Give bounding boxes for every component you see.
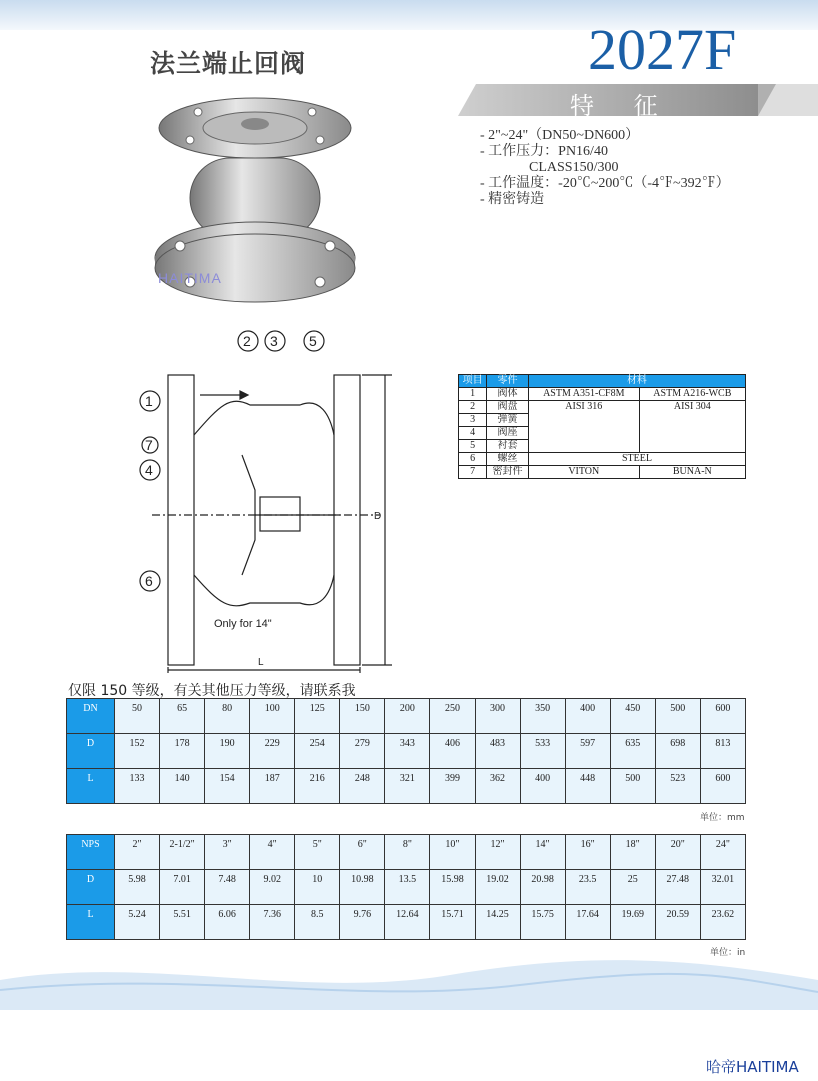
dimension-cell: 448: [565, 769, 610, 804]
dimension-cell: 190: [205, 734, 250, 769]
dimension-cell: 12.64: [385, 905, 430, 940]
dimension-cell: 19.02: [475, 870, 520, 905]
dimension-cell: 216: [295, 769, 340, 804]
row-label: NPS: [67, 835, 115, 870]
dimension-cell: 5.51: [160, 905, 205, 940]
dimension-cell: 343: [385, 734, 430, 769]
drawing-note: Only for 14": [214, 618, 272, 630]
dimension-cell: 15.71: [430, 905, 475, 940]
part-name: 密封件: [487, 466, 529, 479]
dimension-row: [67, 870, 746, 905]
dimension-cell: 125: [295, 699, 340, 734]
balloon-label: 2: [243, 333, 251, 349]
dimension-cell: 9.76: [340, 905, 385, 940]
dimension-cell: 698: [655, 734, 700, 769]
row-label: L: [67, 905, 115, 940]
row-label: D: [67, 734, 115, 769]
dimension-cell: 8": [385, 835, 430, 870]
product-title: 法兰端止回阀: [150, 49, 307, 78]
dimension-cell: 27.48: [655, 870, 700, 905]
dimension-cell: 600: [700, 769, 745, 804]
dimension-cell: 350: [520, 699, 565, 734]
dimension-cell: 17.64: [565, 905, 610, 940]
dimension-row: [67, 905, 746, 940]
dimension-cell: 15.98: [430, 870, 475, 905]
dimension-cell: 3": [205, 835, 250, 870]
dimension-cell: 154: [205, 769, 250, 804]
dimension-cell: 597: [565, 734, 610, 769]
dimension-row: [67, 699, 746, 734]
dimension-cell: 20.59: [655, 905, 700, 940]
dimension-cell: 300: [475, 699, 520, 734]
dimension-cell: 450: [610, 699, 655, 734]
balloon-label: 1: [145, 393, 153, 409]
model-number: 2027F: [588, 17, 737, 82]
pressure-class-note: 仅限 150 等级，有关其他压力等级，请联系我: [68, 683, 356, 699]
dimension-cell: 12": [475, 835, 520, 870]
dimension-cell: 6": [340, 835, 385, 870]
dimension-cell: 13.5: [385, 870, 430, 905]
dn-unit-label: 单位：mm: [700, 813, 745, 823]
material-wcb: ASTM A216-WCB: [639, 388, 745, 401]
dimension-cell: 254: [295, 734, 340, 769]
dimension-cell: 400: [520, 769, 565, 804]
brand-footer: 哈帝HAITIMA: [706, 1058, 799, 1076]
dimension-cell: 362: [475, 769, 520, 804]
dimension-cell: 10": [430, 835, 475, 870]
dimension-cell: 8.5: [295, 905, 340, 940]
part-name: 弹簧: [487, 414, 529, 427]
dimension-cell: 25: [610, 870, 655, 905]
dimension-cell: 523: [655, 769, 700, 804]
part-no: 6: [459, 453, 487, 466]
dimension-cell: 24": [700, 835, 745, 870]
dimension-cell: 533: [520, 734, 565, 769]
col-header-part: 零件: [487, 375, 529, 388]
part-no: 3: [459, 414, 487, 427]
feature-item: - 精密铸造: [480, 192, 545, 207]
dimension-cell: 10.98: [340, 870, 385, 905]
nps-dimension-table: [66, 834, 746, 940]
dimension-cell: 250: [430, 699, 475, 734]
balloon-label: 5: [309, 333, 317, 349]
dimension-cell: 5.24: [115, 905, 160, 940]
dimension-cell: 150: [340, 699, 385, 734]
dimension-cell: 32.01: [700, 870, 745, 905]
dimension-cell: 9.02: [250, 870, 295, 905]
dimension-cell: 19.69: [610, 905, 655, 940]
dimension-cell: 635: [610, 734, 655, 769]
dimension-cell: 321: [385, 769, 430, 804]
dimension-cell: 65: [160, 699, 205, 734]
dimension-cell: 248: [340, 769, 385, 804]
dimension-cell: 500: [610, 769, 655, 804]
dimension-cell: 100: [250, 699, 295, 734]
dimension-cell: 20": [655, 835, 700, 870]
dimension-cell: 400: [565, 699, 610, 734]
dimension-cell: 140: [160, 769, 205, 804]
feature-item: - 2"~24"（DN50~DN600）: [480, 128, 640, 143]
dimension-cell: 600: [700, 699, 745, 734]
dimension-cell: 14.25: [475, 905, 520, 940]
material-viton: VITON: [528, 466, 639, 479]
feature-item: - 工作温度：-20℃~200℃（-4℉~392℉）: [480, 176, 730, 191]
parts-material-table: [458, 374, 746, 479]
dimension-d-label: D: [374, 511, 382, 522]
nps-unit-label: 单位：in: [710, 948, 746, 958]
dimension-cell: 152: [115, 734, 160, 769]
row-label: D: [67, 870, 115, 905]
dimension-cell: 4": [250, 835, 295, 870]
dimension-cell: 5": [295, 835, 340, 870]
dimension-cell: 6.06: [205, 905, 250, 940]
material-buna: BUNA-N: [639, 466, 745, 479]
dimension-cell: 483: [475, 734, 520, 769]
dimension-cell: 406: [430, 734, 475, 769]
part-no: 2: [459, 401, 487, 414]
features-heading: 特 征: [570, 92, 674, 120]
feature-item: - 工作压力：PN16/40: [480, 144, 608, 159]
dimension-cell: 2": [115, 835, 160, 870]
part-no: 4: [459, 427, 487, 440]
dimension-cell: 23.5: [565, 870, 610, 905]
dimension-cell: 399: [430, 769, 475, 804]
features-list: [480, 128, 730, 208]
dimension-row: [67, 835, 746, 870]
dimension-cell: 200: [385, 699, 430, 734]
dimension-l-label: L: [258, 657, 264, 668]
dimension-cell: 229: [250, 734, 295, 769]
dimension-cell: 18": [610, 835, 655, 870]
part-no: 7: [459, 466, 487, 479]
col-header-material: 材料: [528, 375, 745, 388]
dimension-cell: 813: [700, 734, 745, 769]
dimension-row: [67, 734, 746, 769]
dimension-cell: 7.01: [160, 870, 205, 905]
feature-item: CLASS150/300: [480, 160, 619, 175]
dimension-cell: 5.98: [115, 870, 160, 905]
dimension-cell: 14": [520, 835, 565, 870]
dimension-cell: 80: [205, 699, 250, 734]
balloon-label: 4: [145, 462, 153, 478]
dimension-cell: 500: [655, 699, 700, 734]
dimension-cell: 178: [160, 734, 205, 769]
balloon-label: 6: [145, 573, 153, 589]
part-name: 衬套: [487, 440, 529, 453]
col-header-item: 项目: [459, 375, 487, 388]
dimension-cell: 16": [565, 835, 610, 870]
dimension-cell: 133: [115, 769, 160, 804]
part-name: 阀体: [487, 388, 529, 401]
dimension-cell: 187: [250, 769, 295, 804]
dimension-cell: 15.75: [520, 905, 565, 940]
photo-watermark: HAITIMA: [158, 270, 222, 286]
material-cf8m: ASTM A351-CF8M: [528, 388, 639, 401]
dimension-cell: 10: [295, 870, 340, 905]
dimension-cell: 23.62: [700, 905, 745, 940]
row-label: DN: [67, 699, 115, 734]
dimension-cell: 20.98: [520, 870, 565, 905]
dimension-cell: 2-1/2": [160, 835, 205, 870]
dimension-cell: 7.48: [205, 870, 250, 905]
dn-dimension-table: [66, 698, 746, 804]
material-aisi316: AISI 316: [528, 401, 639, 453]
part-no: 5: [459, 440, 487, 453]
part-name: 阀座: [487, 427, 529, 440]
material-steel: STEEL: [528, 453, 745, 466]
part-name: 阀盘: [487, 401, 529, 414]
material-aisi304: AISI 304: [639, 401, 745, 453]
dimension-cell: 50: [115, 699, 160, 734]
part-no: 1: [459, 388, 487, 401]
balloon-label: 7: [145, 437, 153, 453]
valve-section-drawing: [130, 325, 400, 675]
dimension-row: [67, 769, 746, 804]
row-label: L: [67, 769, 115, 804]
balloon-label: 3: [270, 333, 278, 349]
footer-wave-decoration: [0, 950, 818, 1010]
part-name: 螺丝: [487, 453, 529, 466]
dimension-cell: 279: [340, 734, 385, 769]
dimension-cell: 7.36: [250, 905, 295, 940]
